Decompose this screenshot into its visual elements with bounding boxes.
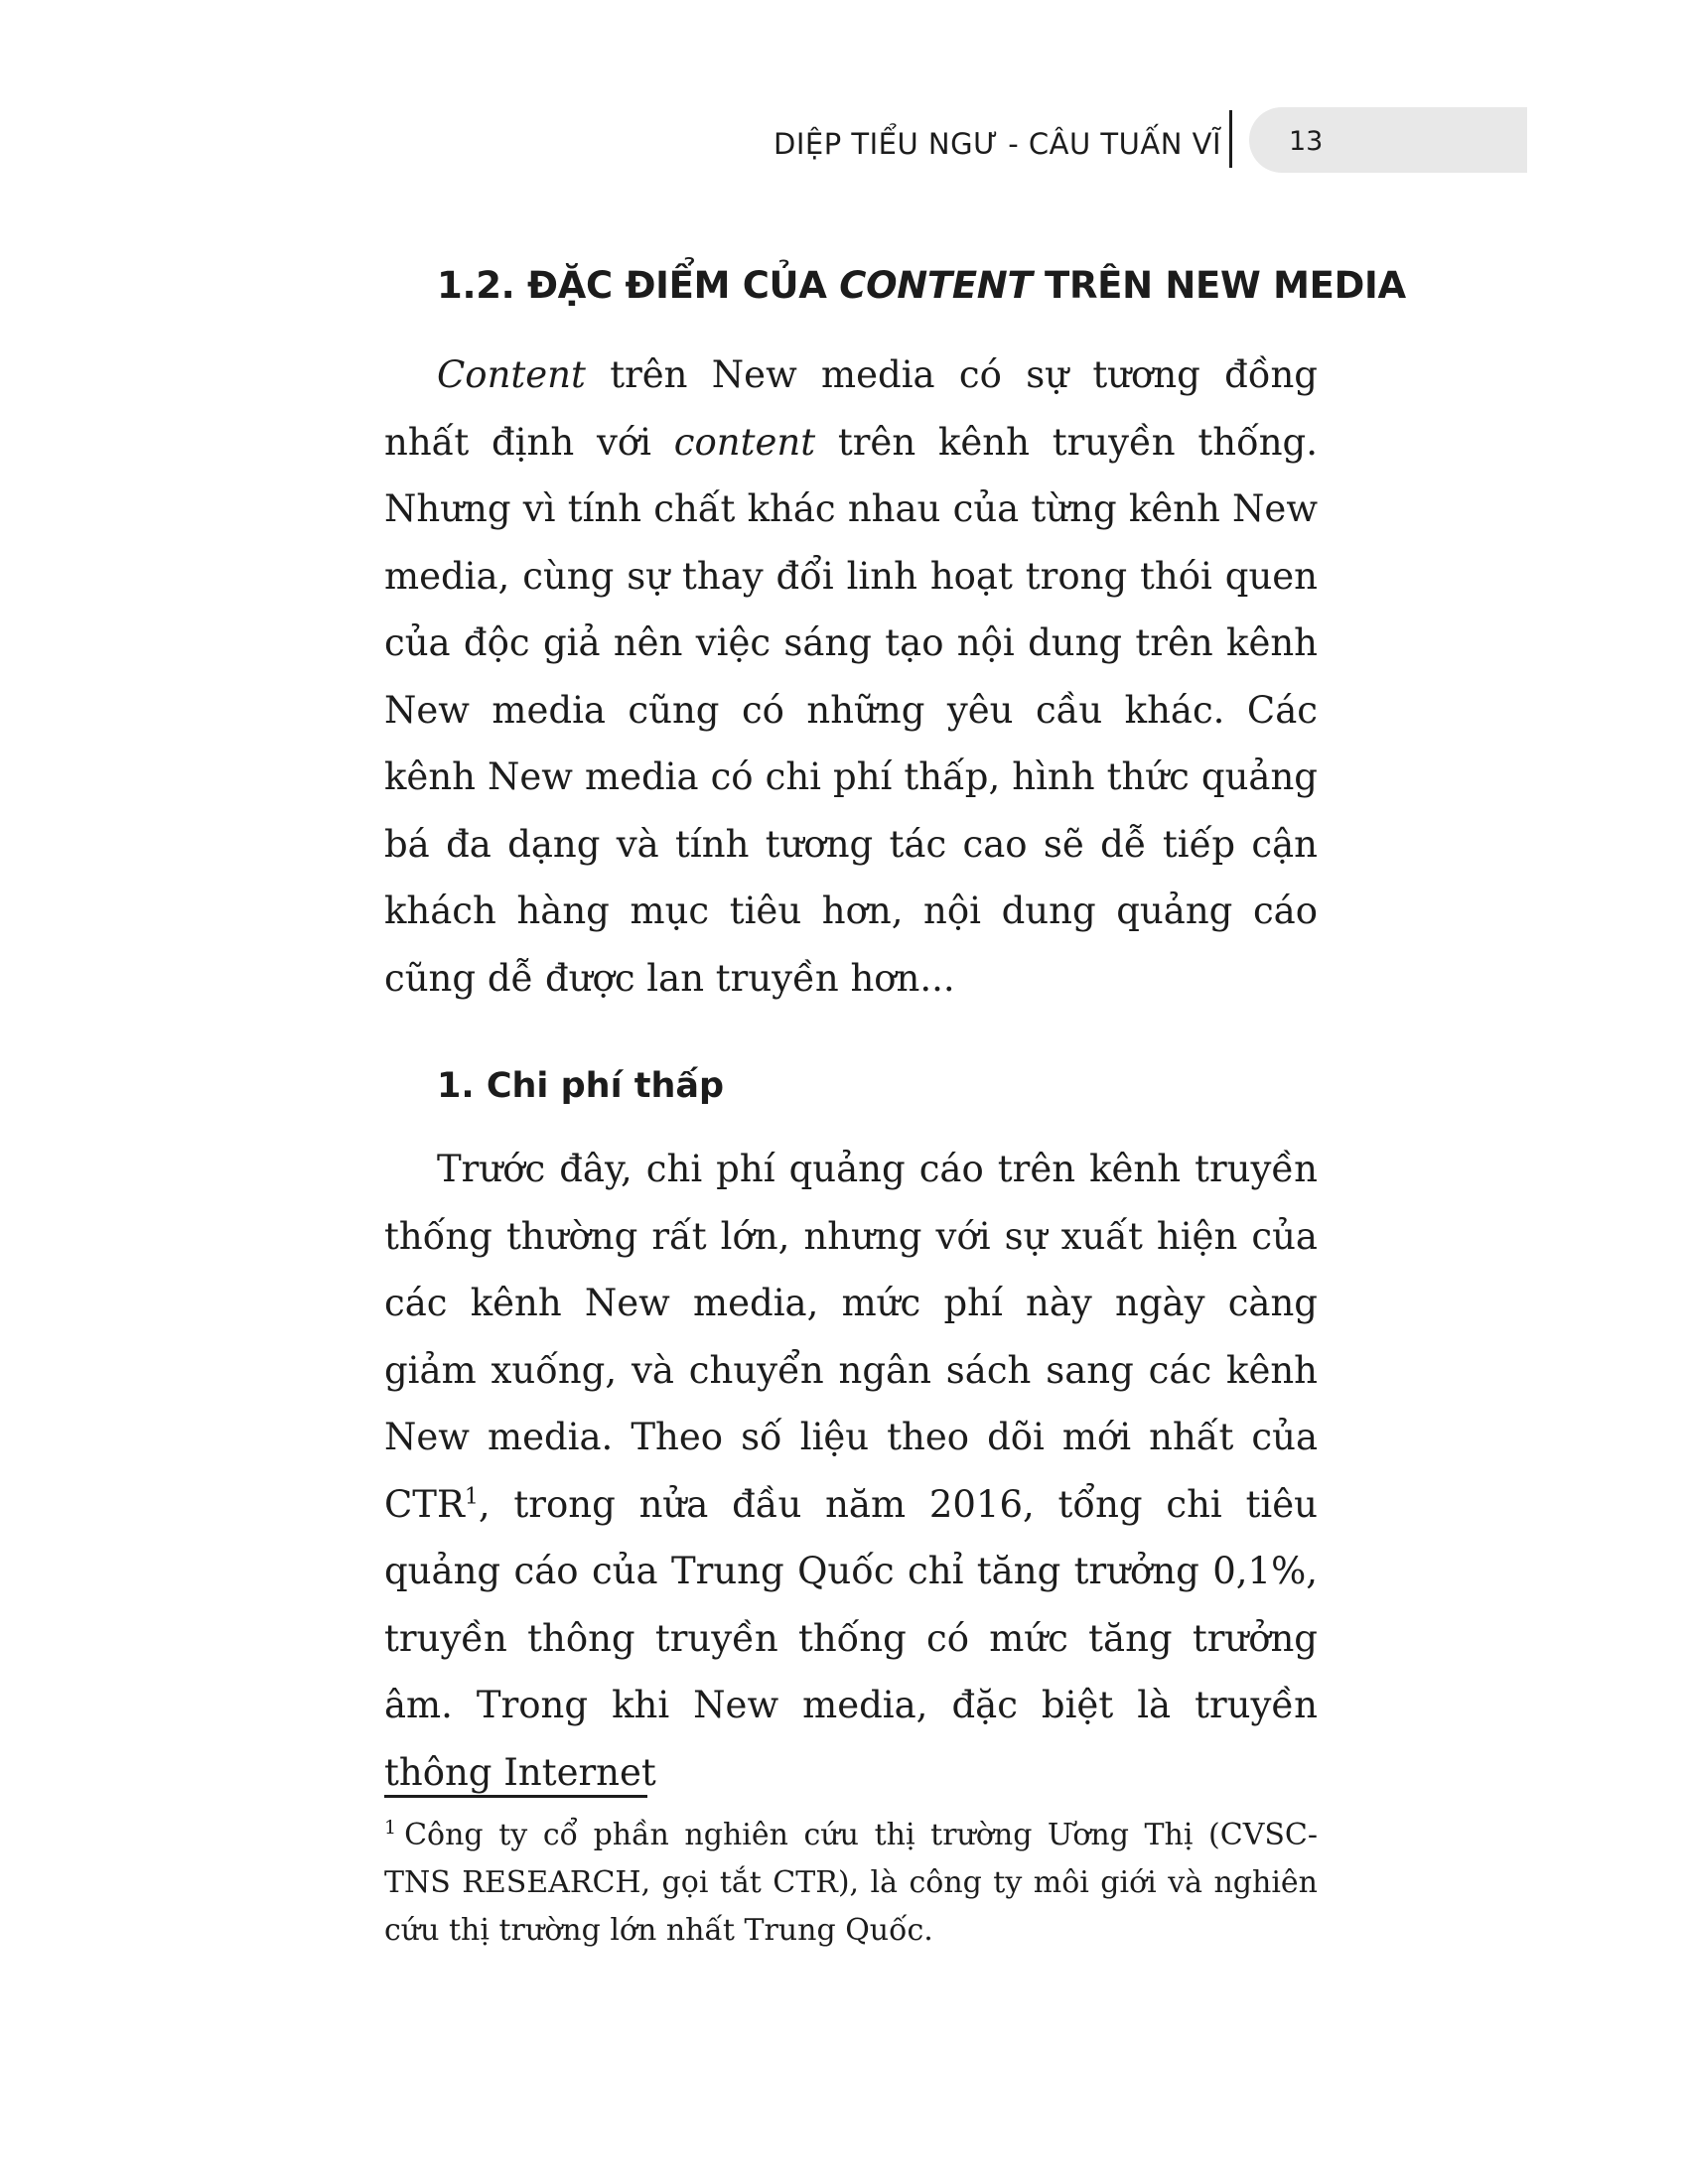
page-number: 13 xyxy=(1289,126,1324,157)
subsection-text-2: , trong nửa đầu năm 2016, tổng chi tiêu quảng cáo của Trung Quốc chỉ tăng trưởng 0,1%, truyền thông truyền thống có mức tăng trưởng âm. Trong khi New media, đặc biệt là truyền thông Internet xyxy=(384,1482,1318,1794)
intro-text-2: trên kênh truyền thống. Nhưng vì tính chất khác nhau của từng kênh New media, cùng sự thay đổi linh hoạt trong thói quen của độc giả nên việc sáng tạo nội dung trên kênh New media cũng có những yêu cầu khác. Các kênh New media có chi phí thấp, hình thức quảng bá đa dạng và tính tương tác cao sẽ dễ tiếp cận khách hàng mục tiêu hơn, nội dung quảng cáo cũng dễ được lan truyền hơn... xyxy=(384,420,1318,1000)
intro-paragraph xyxy=(384,341,1318,1012)
subsection-text-1: Trước đây, chi phí quảng cáo trên kênh truyền thống thường rất lớn, nhưng với sự xuất hiện của các kênh New media, mức phí này ngày càng giảm xuống, và chuyển ngân sách sang các kênh New media. Theo số liệu theo dõi mới nhất của CTR xyxy=(384,1148,1318,1526)
section-heading-emphasis: CONTENT xyxy=(839,264,1033,307)
running-title: DIỆP TIỂU NGƯ - CÂU TUẤN VĨ xyxy=(773,127,1221,161)
intro-emphasis-1: Content xyxy=(437,353,586,396)
section-heading xyxy=(437,260,1406,312)
subsection-paragraph xyxy=(384,1136,1318,1806)
page-header xyxy=(0,107,1688,173)
subsection-heading: 1. Chi phí thấp xyxy=(437,1066,725,1106)
footnote-text: Công ty cổ phần nghiên cứu thị trường Ương Thị (CVSC-TNS RESEARCH, gọi tắt CTR), là công ty môi giới và nghiên cứu thị trường lớn nhất Trung Quốc. xyxy=(384,1818,1318,1948)
intro-emphasis-2: content xyxy=(673,420,816,464)
page-number-tab xyxy=(1249,107,1527,173)
section-heading-prefix: 1.2. ĐẶC ĐIỂM CỦA xyxy=(437,264,840,307)
header-divider xyxy=(1229,110,1232,168)
intro-text-1: trên New media có sự tương đồng nhất định với xyxy=(384,353,1318,464)
page-body xyxy=(384,260,1406,1806)
footnote-marker: 1 xyxy=(384,1817,397,1839)
section-heading-suffix: TRÊN NEW MEDIA xyxy=(1032,264,1406,307)
footnote xyxy=(384,1812,1318,1955)
footnote-divider xyxy=(384,1795,647,1798)
footnote-reference[interactable]: 1 xyxy=(464,1484,479,1510)
